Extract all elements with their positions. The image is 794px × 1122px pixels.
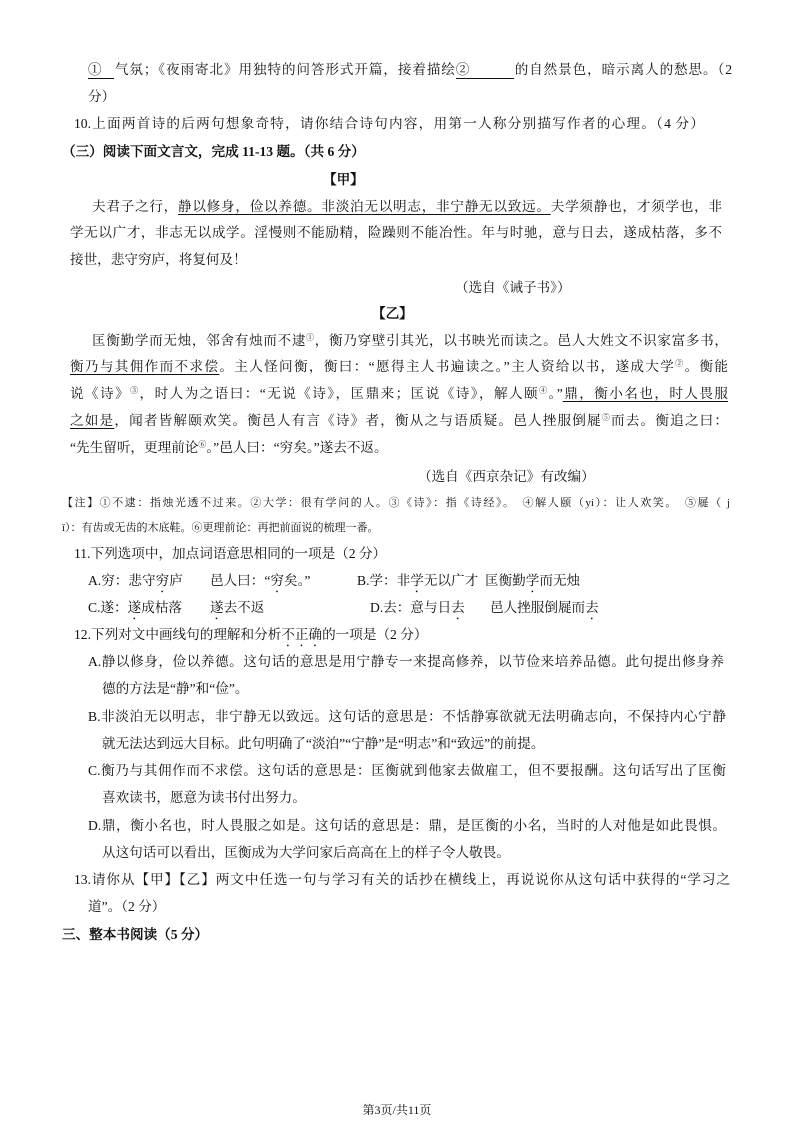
passage-yi-text: 。主人怪问衡，衡曰：“愿得主人书遍读之。”主人资给以书，遂成大学 [219,359,676,374]
question-12-option-c-line-2: 喜欢读书，愿意为读书付出努力。 [102,790,306,805]
passage-yi-text: “先生留听，更理前论 [70,440,199,455]
question-11-option-c-phrase-2 [210,597,264,619]
underlined-sentence: 衡乃与其佣作而不求偿 [70,359,220,374]
section-3-title: （三）阅读下面文言文，完成 11-13 题。（共 6 分） [62,144,365,159]
passage-jia-line-3: 接世，悲守穷庐，将复何及！ [70,252,247,267]
passage-yi-text: ，时人为之语曰：“无说《诗》，匡鼎来；匡说《诗》，解人颐 [139,386,540,401]
option-phrase: 意与日 [410,600,452,615]
passage-yi-line-2 [70,356,728,378]
note-reference: ⑥ [198,440,207,449]
emphasized-word: 遂 [210,600,224,615]
option-phrase: 无以广才 [423,573,479,588]
question-13-line-2: 道”。（2 分） [88,899,166,914]
note-reference: ① [306,333,315,342]
emphasized-word: 学 [410,573,424,588]
option-phrase: 非 [396,573,411,588]
option-phrase: 邑人挫服倒屣而 [490,600,586,615]
question-11-option-d-phrase-2 [490,597,599,619]
passage-jia-source: （选自《诫子书》） [455,280,571,295]
option-label: C.遂： [88,600,128,615]
q9-text-2: 的自然景色，暗示离人的愁思。（2 [513,62,732,77]
question-12-option-b-line-1: B.非淡泊无以明志，非宁静无以致远。这句话的意思是：不恬静寡欲就无法明确志向，不保持内心宁静 [88,709,726,724]
passage-yi-text: 匡衡勤学而无烛，邻舍有烛而不逮 [92,333,307,348]
option-phrase: 矣。” [284,573,311,588]
passage-jia-text: 夫君子之行， [92,199,179,214]
passage-yi-line-3 [70,383,728,405]
answer-blank-1: ① [88,61,114,79]
question-11-option-a-phrase-2 [210,570,310,592]
option-label: D.去： [370,600,411,615]
note-reference: ⑤ [601,413,612,422]
passage-yi-source: （选自《西京杂记》有改编） [418,469,595,484]
underlined-sentence: 之如是 [70,413,115,428]
question-11-option-b [357,570,478,592]
question-13-line-1: 13.请你从【甲】【乙】两文中任选一句与学习有关的话抄在横线上，再说说你从这句话中获得的“学习之 [74,872,730,887]
question-12-option-d-line-1: D.鼎，衡小名也，时人畏服之如是。这句话的意思是：鼎，是匡衡的小名，当时的人对他是如此畏惧。 [88,818,726,833]
emphasized-word: 穷 [155,573,170,588]
question-10: 10.上面两首诗的后两句想象奇特，请你结合诗句内容，用第一人称分别描写作者的心理。（4 分） [74,116,704,131]
annotation-line-2: ǐ）：有齿或无齿的木底鞋。⑥更理前论：再把前面说的梳理一番。 [62,522,379,534]
question-11-option-a [88,570,183,592]
emphasized-word: 不正确 [281,627,323,642]
question-12-option-d-line-2: 从这句话可以看出，匡衡成为大学问家后高高在上的样子令人敬畏。 [102,845,510,860]
note-reference: ④ [539,386,549,395]
passage-yi-line-5 [70,437,388,459]
passage-yi-text: 。” [548,386,563,401]
passage-jia-text: 夫学须静也，才须学也，非 [550,199,723,214]
q9-continuation-line-1 [88,59,732,81]
q9-continuation-line-2: 分） [88,89,116,104]
annotation-line-1: 【注】①不逮：指烛光透不过来。②大学：很有学问的人。③《诗》：指《诗经》。 ④解人颐（yí）：让人欢笑。 ⑤屣（ j [62,497,730,509]
stem-text: 的一项是（2 分） [322,627,428,642]
option-phrase: 庐 [169,573,183,588]
passage-yi-heading: 【乙】 [372,306,413,321]
question-11-option-d [370,597,465,619]
emphasized-word: 去 [585,600,599,615]
passage-jia-line-1 [92,196,722,218]
option-phrase: 成枯落 [141,600,183,615]
option-phrase: 而无烛 [539,573,581,588]
passage-yi-text: 而去。衡追之曰： [611,413,729,428]
stem-text: 12.下列对文中画线句的理解和分析 [74,627,282,642]
passage-yi-text: 。”邑人曰：“穷矣。”遂去不返。 [206,440,388,455]
note-reference: ② [675,359,685,368]
underlined-sentence: 鼎，衡小名也，时人畏服 [562,386,729,401]
emphasized-word: 遂 [127,600,142,615]
emphasized-word: 学 [525,573,540,588]
passage-yi-text: ，衡乃穿壁引其光，以书映光而读之。邑人大姓文不识家富多书， [314,333,729,348]
answer-blank-2: ② [456,61,514,79]
section-whole-book-reading-title: 三、整本书阅读（5 分） [62,927,209,942]
passage-yi-text: 说《诗》 [70,386,131,401]
option-label: B.学： [357,573,397,588]
passage-yi-text: 。衡能 [684,359,729,374]
underlined-sentence: 静以修身，俭以养德。非淡泊无以明志，非宁静无以致远。 [178,199,551,214]
question-12-option-a-line-1: A.静以修身，俭以养德。这句话的意思是用宁静专一来提高修养，以节俭来培养品德。此句提出修身养 [88,654,724,669]
passage-yi-line-1 [92,330,728,352]
option-phrase: 匡衡勤 [485,573,526,588]
passage-jia-line-2: 学无以广才，非志无以成学。淫慢则不能励精，险躁则不能冶性。年与时驰，意与日去，遂成枯落，多不 [70,225,722,240]
option-phrase: 邑人曰：“ [210,573,271,588]
note-reference: ③ [130,386,140,395]
passage-yi-text: ，闻者皆解颐欢笑。衡邑人有言《诗》者，衡从之与语质疑。邑人挫服倒屣 [114,413,602,428]
question-12-option-a-line-2: 德的方法是“静”和“俭”。 [102,681,249,696]
emphasized-word: 去 [451,600,465,615]
option-phrase: 去不返 [223,600,265,615]
question-12-option-b-line-2: 就无法达到远大目标。此句明确了“淡泊”“宁静”是“明志”和“致远”的前提。 [102,736,545,751]
passage-jia-heading: 【甲】 [323,172,364,187]
passage-yi-line-4 [70,410,728,432]
emphasized-word: 穷 [270,573,285,588]
page-number-footer: 第3页/共11页 [362,1103,432,1117]
question-11-stem: 11.下列选项中，加点词语意思相同的一项是（2 分） [74,546,387,561]
question-12-stem [74,624,427,646]
option-label: A.穷： [88,573,129,588]
option-phrase: 悲守 [128,573,156,588]
question-11-option-c [88,597,182,619]
q9-text-1: 气氛；《夜雨寄北》用独特的问答形式开篇，接着描绘 [114,62,456,77]
question-11-option-b-phrase-2 [485,570,580,592]
question-12-option-c-line-1: C.衡乃与其佣作而不求偿。这句话的意思是：匡衡就到他家去做雇工，但不要报酬。这句话写出了匡衡 [88,763,726,778]
